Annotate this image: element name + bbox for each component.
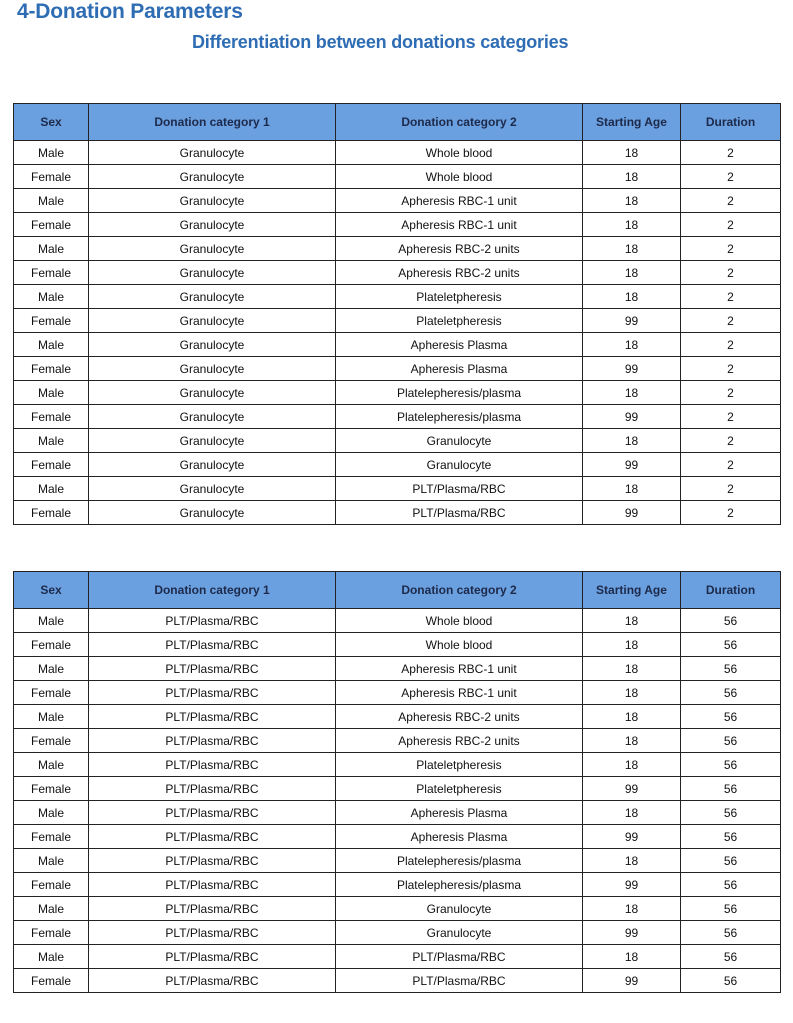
sex-cell: Male (14, 285, 89, 309)
column-header: Donation category 2 (336, 572, 583, 609)
table-row (14, 609, 781, 633)
donation-category-2-cell: Apheresis RBC-2 units (336, 705, 583, 729)
duration-cell: 56 (681, 825, 781, 849)
donation-category-2-cell: Plateletpheresis (336, 309, 583, 333)
duration-cell: 56 (681, 657, 781, 681)
starting-age-cell: 18 (583, 141, 681, 165)
donation-category-1-cell: PLT/Plasma/RBC (89, 849, 336, 873)
donation-category-1-cell: Granulocyte (89, 477, 336, 501)
table-row (14, 381, 781, 405)
table-row (14, 873, 781, 897)
table-row (14, 261, 781, 285)
duration-cell: 56 (681, 633, 781, 657)
donation-category-2-cell: Apheresis RBC-1 unit (336, 189, 583, 213)
donation-category-2-cell: Whole blood (336, 609, 583, 633)
table-row (14, 213, 781, 237)
table-row (14, 165, 781, 189)
donation-category-1-cell: PLT/Plasma/RBC (89, 705, 336, 729)
donation-category-1-cell: Granulocyte (89, 357, 336, 381)
plt-plasma-rbc-table (13, 571, 781, 993)
donation-category-1-cell: Granulocyte (89, 285, 336, 309)
duration-cell: 2 (681, 309, 781, 333)
column-header: Sex (14, 104, 89, 141)
sex-cell: Female (14, 681, 89, 705)
starting-age-cell: 18 (583, 801, 681, 825)
table-row (14, 945, 781, 969)
table-row (14, 453, 781, 477)
duration-cell: 2 (681, 501, 781, 525)
donation-category-2-cell: PLT/Plasma/RBC (336, 501, 583, 525)
table-row (14, 705, 781, 729)
starting-age-cell: 99 (583, 501, 681, 525)
donation-category-1-cell: PLT/Plasma/RBC (89, 969, 336, 993)
sex-cell: Female (14, 213, 89, 237)
column-header: Starting Age (583, 104, 681, 141)
donation-category-1-cell: Granulocyte (89, 429, 336, 453)
donation-category-1-cell: Granulocyte (89, 501, 336, 525)
duration-cell: 56 (681, 609, 781, 633)
table-body (14, 141, 781, 525)
duration-cell: 2 (681, 165, 781, 189)
starting-age-cell: 18 (583, 189, 681, 213)
donation-category-2-cell: PLT/Plasma/RBC (336, 945, 583, 969)
donation-category-1-cell: Granulocyte (89, 237, 336, 261)
starting-age-cell: 18 (583, 333, 681, 357)
donation-category-1-cell: PLT/Plasma/RBC (89, 681, 336, 705)
table-row (14, 189, 781, 213)
duration-cell: 2 (681, 477, 781, 501)
sex-cell: Male (14, 657, 89, 681)
starting-age-cell: 18 (583, 657, 681, 681)
sex-cell: Male (14, 381, 89, 405)
duration-cell: 56 (681, 681, 781, 705)
table-row (14, 633, 781, 657)
starting-age-cell: 18 (583, 477, 681, 501)
starting-age-cell: 18 (583, 729, 681, 753)
sex-cell: Male (14, 477, 89, 501)
sex-cell: Male (14, 849, 89, 873)
sex-cell: Male (14, 429, 89, 453)
sex-cell: Male (14, 753, 89, 777)
sex-cell: Male (14, 897, 89, 921)
table-row (14, 357, 781, 381)
donation-category-2-cell: Platelepheresis/plasma (336, 873, 583, 897)
donation-category-1-cell: Granulocyte (89, 333, 336, 357)
donation-category-1-cell: PLT/Plasma/RBC (89, 945, 336, 969)
starting-age-cell: 18 (583, 213, 681, 237)
donation-category-1-cell: Granulocyte (89, 405, 336, 429)
sex-cell: Female (14, 873, 89, 897)
donation-category-2-cell: Granulocyte (336, 897, 583, 921)
donation-category-2-cell: Apheresis RBC-2 units (336, 729, 583, 753)
donation-category-1-cell: PLT/Plasma/RBC (89, 897, 336, 921)
starting-age-cell: 99 (583, 405, 681, 429)
sex-cell: Female (14, 777, 89, 801)
starting-age-cell: 99 (583, 825, 681, 849)
donation-category-1-cell: Granulocyte (89, 141, 336, 165)
donation-category-1-cell: Granulocyte (89, 213, 336, 237)
sex-cell: Male (14, 705, 89, 729)
donation-category-2-cell: Granulocyte (336, 453, 583, 477)
starting-age-cell: 18 (583, 681, 681, 705)
duration-cell: 2 (681, 141, 781, 165)
donation-category-2-cell: Granulocyte (336, 429, 583, 453)
starting-age-cell: 18 (583, 429, 681, 453)
duration-cell: 56 (681, 801, 781, 825)
duration-cell: 56 (681, 849, 781, 873)
starting-age-cell: 18 (583, 753, 681, 777)
duration-cell: 2 (681, 453, 781, 477)
column-header: Donation category 1 (89, 572, 336, 609)
donation-category-1-cell: PLT/Plasma/RBC (89, 633, 336, 657)
starting-age-cell: 18 (583, 633, 681, 657)
table-body (14, 609, 781, 993)
column-header: Starting Age (583, 572, 681, 609)
duration-cell: 56 (681, 729, 781, 753)
table-header-row (14, 104, 781, 141)
donation-category-2-cell: Platelepheresis/plasma (336, 405, 583, 429)
table-row (14, 285, 781, 309)
table-row (14, 501, 781, 525)
table-row (14, 825, 781, 849)
donation-category-1-cell: PLT/Plasma/RBC (89, 777, 336, 801)
duration-cell: 2 (681, 333, 781, 357)
donation-category-2-cell: Platelepheresis/plasma (336, 381, 583, 405)
duration-cell: 2 (681, 237, 781, 261)
table-row (14, 309, 781, 333)
table-row (14, 405, 781, 429)
duration-cell: 56 (681, 873, 781, 897)
donation-category-1-cell: Granulocyte (89, 309, 336, 333)
donation-category-2-cell: Plateletpheresis (336, 777, 583, 801)
duration-cell: 56 (681, 921, 781, 945)
sex-cell: Female (14, 405, 89, 429)
table-row (14, 141, 781, 165)
donation-category-1-cell: PLT/Plasma/RBC (89, 801, 336, 825)
sex-cell: Male (14, 609, 89, 633)
donation-category-2-cell: Apheresis Plasma (336, 825, 583, 849)
starting-age-cell: 99 (583, 921, 681, 945)
table-row (14, 237, 781, 261)
donation-category-1-cell: Granulocyte (89, 165, 336, 189)
donation-category-2-cell: Apheresis Plasma (336, 357, 583, 381)
column-header: Donation category 1 (89, 104, 336, 141)
donation-category-2-cell: Apheresis Plasma (336, 333, 583, 357)
donation-category-1-cell: PLT/Plasma/RBC (89, 729, 336, 753)
duration-cell: 56 (681, 705, 781, 729)
sex-cell: Female (14, 921, 89, 945)
duration-cell: 2 (681, 381, 781, 405)
sex-cell: Female (14, 825, 89, 849)
donation-category-1-cell: Granulocyte (89, 453, 336, 477)
column-header: Sex (14, 572, 89, 609)
table-row (14, 849, 781, 873)
duration-cell: 2 (681, 189, 781, 213)
sex-cell: Male (14, 945, 89, 969)
duration-cell: 2 (681, 429, 781, 453)
starting-age-cell: 18 (583, 849, 681, 873)
starting-age-cell: 18 (583, 165, 681, 189)
table-row (14, 333, 781, 357)
starting-age-cell: 99 (583, 777, 681, 801)
donation-category-2-cell: Granulocyte (336, 921, 583, 945)
donation-category-1-cell: Granulocyte (89, 189, 336, 213)
starting-age-cell: 99 (583, 453, 681, 477)
donation-category-1-cell: Granulocyte (89, 381, 336, 405)
donation-category-1-cell: Granulocyte (89, 261, 336, 285)
table-row (14, 801, 781, 825)
duration-cell: 56 (681, 969, 781, 993)
starting-age-cell: 18 (583, 945, 681, 969)
page-title: 4-Donation Parameters (17, 0, 243, 23)
table-row (14, 753, 781, 777)
table-row (14, 681, 781, 705)
column-header: Duration (681, 104, 781, 141)
duration-cell: 2 (681, 213, 781, 237)
granulocyte-table (13, 103, 781, 525)
starting-age-cell: 99 (583, 357, 681, 381)
donation-category-2-cell: Plateletpheresis (336, 753, 583, 777)
donation-category-2-cell: Whole blood (336, 633, 583, 657)
table-row (14, 657, 781, 681)
duration-cell: 56 (681, 777, 781, 801)
donation-category-1-cell: PLT/Plasma/RBC (89, 873, 336, 897)
sex-cell: Female (14, 309, 89, 333)
sex-cell: Female (14, 165, 89, 189)
table-row (14, 969, 781, 993)
page-subtitle: Differentiation between donations categories (192, 32, 569, 52)
starting-age-cell: 18 (583, 261, 681, 285)
table-row (14, 921, 781, 945)
starting-age-cell: 99 (583, 873, 681, 897)
duration-cell: 2 (681, 285, 781, 309)
donation-category-1-cell: PLT/Plasma/RBC (89, 753, 336, 777)
table-row (14, 729, 781, 753)
donation-category-2-cell: PLT/Plasma/RBC (336, 969, 583, 993)
duration-cell: 56 (681, 945, 781, 969)
starting-age-cell: 18 (583, 705, 681, 729)
donation-category-2-cell: Platelepheresis/plasma (336, 849, 583, 873)
sex-cell: Female (14, 453, 89, 477)
table-row (14, 429, 781, 453)
donation-category-2-cell: Apheresis RBC-1 unit (336, 657, 583, 681)
sex-cell: Male (14, 333, 89, 357)
donation-category-2-cell: Apheresis RBC-2 units (336, 261, 583, 285)
donation-category-2-cell: Apheresis RBC-1 unit (336, 213, 583, 237)
duration-cell: 2 (681, 405, 781, 429)
donation-category-2-cell: Apheresis Plasma (336, 801, 583, 825)
sex-cell: Female (14, 261, 89, 285)
table-row (14, 477, 781, 501)
donation-category-2-cell: PLT/Plasma/RBC (336, 477, 583, 501)
sex-cell: Male (14, 189, 89, 213)
duration-cell: 2 (681, 357, 781, 381)
starting-age-cell: 18 (583, 381, 681, 405)
table-header-row (14, 572, 781, 609)
sex-cell: Female (14, 357, 89, 381)
table-row (14, 897, 781, 921)
donation-category-1-cell: PLT/Plasma/RBC (89, 921, 336, 945)
donation-category-2-cell: Whole blood (336, 141, 583, 165)
donation-category-1-cell: PLT/Plasma/RBC (89, 609, 336, 633)
duration-cell: 2 (681, 261, 781, 285)
duration-cell: 56 (681, 897, 781, 921)
starting-age-cell: 18 (583, 897, 681, 921)
sex-cell: Female (14, 729, 89, 753)
donation-category-1-cell: PLT/Plasma/RBC (89, 825, 336, 849)
starting-age-cell: 18 (583, 609, 681, 633)
sex-cell: Female (14, 969, 89, 993)
duration-cell: 56 (681, 753, 781, 777)
column-header: Donation category 2 (336, 104, 583, 141)
donation-category-2-cell: Apheresis RBC-1 unit (336, 681, 583, 705)
donation-category-1-cell: PLT/Plasma/RBC (89, 657, 336, 681)
donation-category-2-cell: Plateletpheresis (336, 285, 583, 309)
sex-cell: Female (14, 633, 89, 657)
sex-cell: Male (14, 141, 89, 165)
starting-age-cell: 99 (583, 969, 681, 993)
starting-age-cell: 18 (583, 237, 681, 261)
starting-age-cell: 18 (583, 285, 681, 309)
donation-category-2-cell: Apheresis RBC-2 units (336, 237, 583, 261)
table-row (14, 777, 781, 801)
donation-category-2-cell: Whole blood (336, 165, 583, 189)
starting-age-cell: 99 (583, 309, 681, 333)
sex-cell: Male (14, 237, 89, 261)
sex-cell: Male (14, 801, 89, 825)
sex-cell: Female (14, 501, 89, 525)
column-header: Duration (681, 572, 781, 609)
